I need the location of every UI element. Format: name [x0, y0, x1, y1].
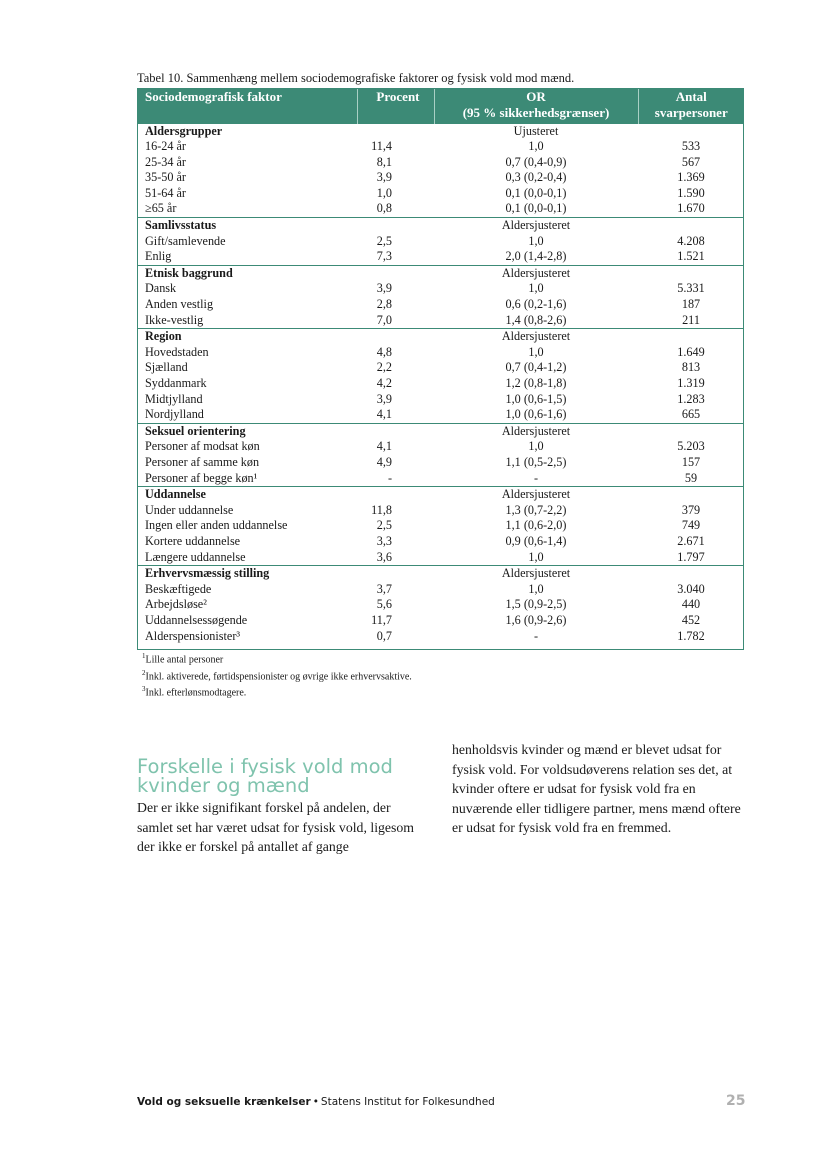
row-count: 1.521	[677, 249, 705, 264]
row-count: 567	[681, 154, 701, 169]
row-percent: 4,8	[376, 344, 392, 359]
group-adjustment: Aldersjusteret	[434, 566, 638, 582]
row-label: Uddannelsessøgende	[145, 612, 248, 627]
row-label: Under uddannelse	[145, 502, 234, 517]
row-percent: 2,5	[376, 233, 392, 248]
group-title: Samlivsstatus	[137, 218, 357, 234]
row-count: 440	[681, 597, 701, 612]
row-percent: 3,9	[376, 391, 392, 406]
row-percent: 2,8	[376, 297, 392, 312]
row-or: 1,1 (0,6-2,0)	[505, 518, 567, 533]
row-or: -	[533, 470, 539, 485]
group-header-row	[137, 487, 744, 503]
row-count: 1.590	[677, 185, 705, 200]
table-header-row	[137, 88, 744, 123]
row-percent: 11,4	[371, 139, 392, 154]
table-row	[137, 376, 744, 392]
row-count: 5.331	[677, 281, 705, 296]
group-blank	[638, 423, 744, 439]
group-header-row	[137, 265, 744, 281]
table-row	[137, 201, 744, 217]
row-or: 1,4 (0,8-2,6)	[505, 312, 567, 327]
row-or: 1,0 (0,6-1,5)	[505, 391, 567, 406]
group-adjustment: Aldersjusteret	[434, 218, 638, 234]
table-row	[137, 186, 744, 202]
row-count: 4.208	[677, 233, 705, 248]
group-blank	[357, 566, 434, 582]
row-label: Dansk	[145, 281, 177, 296]
row-label: Midtjylland	[145, 391, 203, 406]
row-label: Beskæftigede	[145, 581, 212, 596]
row-percent: 0,7	[376, 628, 392, 643]
row-or: 1,1 (0,5-2,5)	[505, 454, 567, 469]
row-percent: 7,0	[376, 312, 392, 327]
table-row	[137, 170, 744, 186]
table-row	[137, 155, 744, 171]
row-or: 1,0	[528, 344, 544, 359]
table-row	[137, 392, 744, 408]
group-adjustment: Aldersjusteret	[434, 487, 638, 503]
table-row	[137, 550, 744, 566]
row-count: 749	[681, 518, 701, 533]
table-row	[137, 629, 744, 645]
row-or: 0,9 (0,6-1,4)	[505, 533, 567, 548]
group-blank	[357, 123, 434, 139]
row-count: 157	[681, 454, 701, 469]
row-percent: 3,6	[376, 549, 392, 564]
table-row	[137, 439, 744, 455]
data-table	[137, 88, 744, 644]
group-blank	[638, 218, 744, 234]
group-title: Etnisk baggrund	[137, 265, 357, 281]
group-blank	[357, 487, 434, 503]
row-count: 1.782	[677, 628, 705, 643]
group-header-row	[137, 423, 744, 439]
row-percent: 3,9	[376, 170, 392, 185]
row-percent: 3,9	[376, 281, 392, 296]
row-or: 0,1 (0,0-0,1)	[505, 185, 567, 200]
row-count: 1.797	[677, 549, 705, 564]
header-or: OR (95 % sikkerhedsgrænser)	[434, 88, 638, 123]
table-row	[137, 407, 744, 423]
section-heading: Forskelle i fysisk vold mod kvinder og mænd	[137, 755, 393, 797]
footer-title: Vold og seksuelle krænkelser	[137, 1096, 311, 1108]
row-percent: 3,7	[376, 581, 392, 596]
row-label: Nordjylland	[145, 407, 204, 422]
row-or: 1,6 (0,9-2,6)	[505, 612, 567, 627]
header-percent: Procent	[357, 88, 434, 123]
row-or: 1,0 (0,6-1,6)	[505, 407, 567, 422]
row-count: 533	[681, 139, 701, 154]
table-body	[137, 123, 744, 644]
row-label: Personer af modsat køn	[145, 439, 260, 454]
table-row	[137, 360, 744, 376]
row-label: Syddanmark	[145, 376, 207, 390]
row-percent: 11,7	[371, 612, 392, 627]
row-label: Hovedstaden	[145, 344, 209, 359]
row-or: 0,1 (0,0-0,1)	[505, 201, 567, 216]
row-label: Sjælland	[145, 360, 188, 375]
table-row	[137, 582, 744, 598]
row-or: -	[533, 628, 539, 643]
table-row	[137, 613, 744, 629]
row-or: 1,0	[528, 233, 544, 248]
row-label: Ikke-vestlig	[145, 312, 204, 327]
row-percent: 11,8	[371, 502, 392, 517]
row-count: 59	[684, 470, 698, 485]
footnote-2: $^2$Inkl. aktiverede, førtidspensionister og øvrige ikke erhvervsaktive.	[142, 669, 412, 683]
row-or: 1,2 (0,8-1,8)	[505, 376, 567, 390]
row-label: Personer af begge køn¹	[145, 470, 258, 485]
row-or: 0,3 (0,2-0,4)	[505, 170, 567, 185]
row-or: 2,0 (1,4-2,8)	[505, 249, 567, 264]
row-count: 1.319	[677, 376, 705, 390]
row-or: 1,0	[528, 139, 544, 154]
row-label: 16-24 år	[145, 139, 186, 154]
row-count: 2.671	[677, 533, 705, 548]
body-column-2: henholdsvis kvinder og mænd er blevet udsat for fysisk vold. For voldsudøverens relation ses det, at kvinder oftere er udsat for fysisk vold fra en nuværende eller tidligere partner, mens mænd oftere er udsat for fysisk vold fra en fremmed.	[452, 742, 741, 835]
table-row	[137, 313, 744, 329]
row-percent: 4,1	[376, 407, 392, 422]
group-blank	[638, 265, 744, 281]
table-row	[137, 503, 744, 519]
footer-publisher: Statens Institut for Folkesundhed	[320, 1096, 495, 1108]
row-percent: 4,1	[376, 439, 392, 454]
row-percent: 1,0	[376, 185, 392, 200]
table-row	[137, 139, 744, 155]
row-count: 379	[681, 502, 701, 517]
row-percent: 3,3	[376, 533, 392, 548]
group-title: Aldersgrupper	[137, 123, 357, 139]
body-column-1: Der er ikke signifikant forskel på andelen, der samlet set har været udsat for fysisk vold, ligesom der ikke er forskel på antallet af gange	[137, 800, 415, 854]
row-percent: 0,8	[376, 201, 392, 216]
row-count: 211	[682, 312, 700, 327]
header-factor: Sociodemografisk faktor	[137, 88, 357, 123]
group-blank	[357, 265, 434, 281]
row-count: 1.283	[677, 391, 705, 406]
row-count: 1.670	[677, 201, 705, 216]
group-blank	[357, 218, 434, 234]
row-or: 0,6 (0,2-1,6)	[505, 297, 567, 312]
row-or: 1,0	[528, 581, 544, 596]
row-percent: 2,2	[376, 360, 392, 375]
row-label: Ingen eller anden uddannelse	[145, 518, 288, 533]
row-or: 0,7 (0,4-0,9)	[505, 154, 567, 169]
row-percent: 4,2	[376, 376, 392, 390]
row-or: 1,3 (0,7-2,2)	[505, 502, 567, 517]
group-title: Region	[137, 329, 357, 345]
row-label: 25-34 år	[145, 154, 186, 169]
row-label: 35-50 år	[145, 170, 186, 185]
row-count: 187	[681, 297, 701, 312]
row-count: 665	[681, 407, 701, 422]
table-row	[137, 234, 744, 250]
table-caption: Tabel 10. Sammenhæng mellem sociodemografiske faktorer og fysisk vold mod mænd.	[137, 71, 575, 85]
table-row	[137, 471, 744, 487]
row-count: 5.203	[677, 439, 705, 454]
row-count: 813	[681, 360, 701, 375]
group-title: Seksuel orientering	[137, 423, 357, 439]
row-label: Anden vestlig	[145, 297, 214, 312]
group-title: Erhvervsmæssig stilling	[137, 566, 357, 582]
row-percent: 2,5	[376, 518, 392, 533]
row-label: Kortere uddannelse	[145, 533, 241, 548]
row-count: 1.649	[677, 344, 705, 359]
table-row	[137, 534, 744, 550]
row-label: Gift/samlevende	[145, 233, 226, 248]
row-or: 1,5 (0,9-2,5)	[505, 597, 567, 612]
row-label: Enlig	[145, 249, 172, 264]
group-blank	[357, 329, 434, 345]
row-percent: 7,3	[376, 249, 392, 264]
footnote-3: $^3$Inkl. efterlønsmodtagere.	[142, 685, 247, 699]
row-percent: -	[387, 470, 392, 485]
page-number: 25	[726, 1093, 746, 1109]
row-count: 1.369	[677, 170, 705, 185]
group-blank	[638, 329, 744, 345]
row-label: Personer af samme køn	[145, 454, 260, 469]
row-percent: 4,9	[376, 454, 392, 469]
group-header-row	[137, 123, 744, 139]
group-adjustment: Aldersjusteret	[434, 265, 638, 281]
row-label: Alderspensionister³	[145, 628, 241, 643]
table-row	[137, 345, 744, 361]
group-blank	[357, 423, 434, 439]
group-blank	[638, 123, 744, 139]
page-footer	[137, 1096, 495, 1108]
footer-separator: •	[312, 1096, 319, 1108]
group-blank	[638, 566, 744, 582]
row-label: 51-64 år	[145, 185, 186, 200]
row-or: 1,0	[528, 281, 544, 296]
footnote-1: $^1$Lille antal personer	[142, 652, 224, 666]
row-percent: 5,6	[376, 597, 392, 612]
header-n: Antal svarpersoner	[638, 88, 744, 123]
table-row	[137, 455, 744, 471]
row-count: 3.040	[677, 581, 705, 596]
group-header-row	[137, 329, 744, 345]
row-count: 452	[681, 612, 701, 627]
group-blank	[638, 487, 744, 503]
row-or: 1,0	[528, 549, 544, 564]
row-or: 0,7 (0,4-1,2)	[505, 360, 567, 375]
group-adjustment: Aldersjusteret	[434, 423, 638, 439]
table-row	[137, 518, 744, 534]
row-label: Arbejdsløse²	[145, 597, 207, 612]
group-title: Uddannelse	[137, 487, 357, 503]
table-row	[137, 281, 744, 297]
table-row	[137, 249, 744, 265]
group-adjustment: Aldersjusteret	[434, 329, 638, 345]
row-or: 1,0	[528, 439, 544, 454]
row-label: Længere uddannelse	[145, 549, 246, 564]
table-row	[137, 297, 744, 313]
group-adjustment: Ujusteret	[434, 123, 638, 139]
table-row	[137, 597, 744, 613]
group-header-row	[137, 566, 744, 582]
row-label: ≥65 år	[145, 201, 177, 216]
group-header-row	[137, 218, 744, 234]
row-percent: 8,1	[376, 154, 392, 169]
